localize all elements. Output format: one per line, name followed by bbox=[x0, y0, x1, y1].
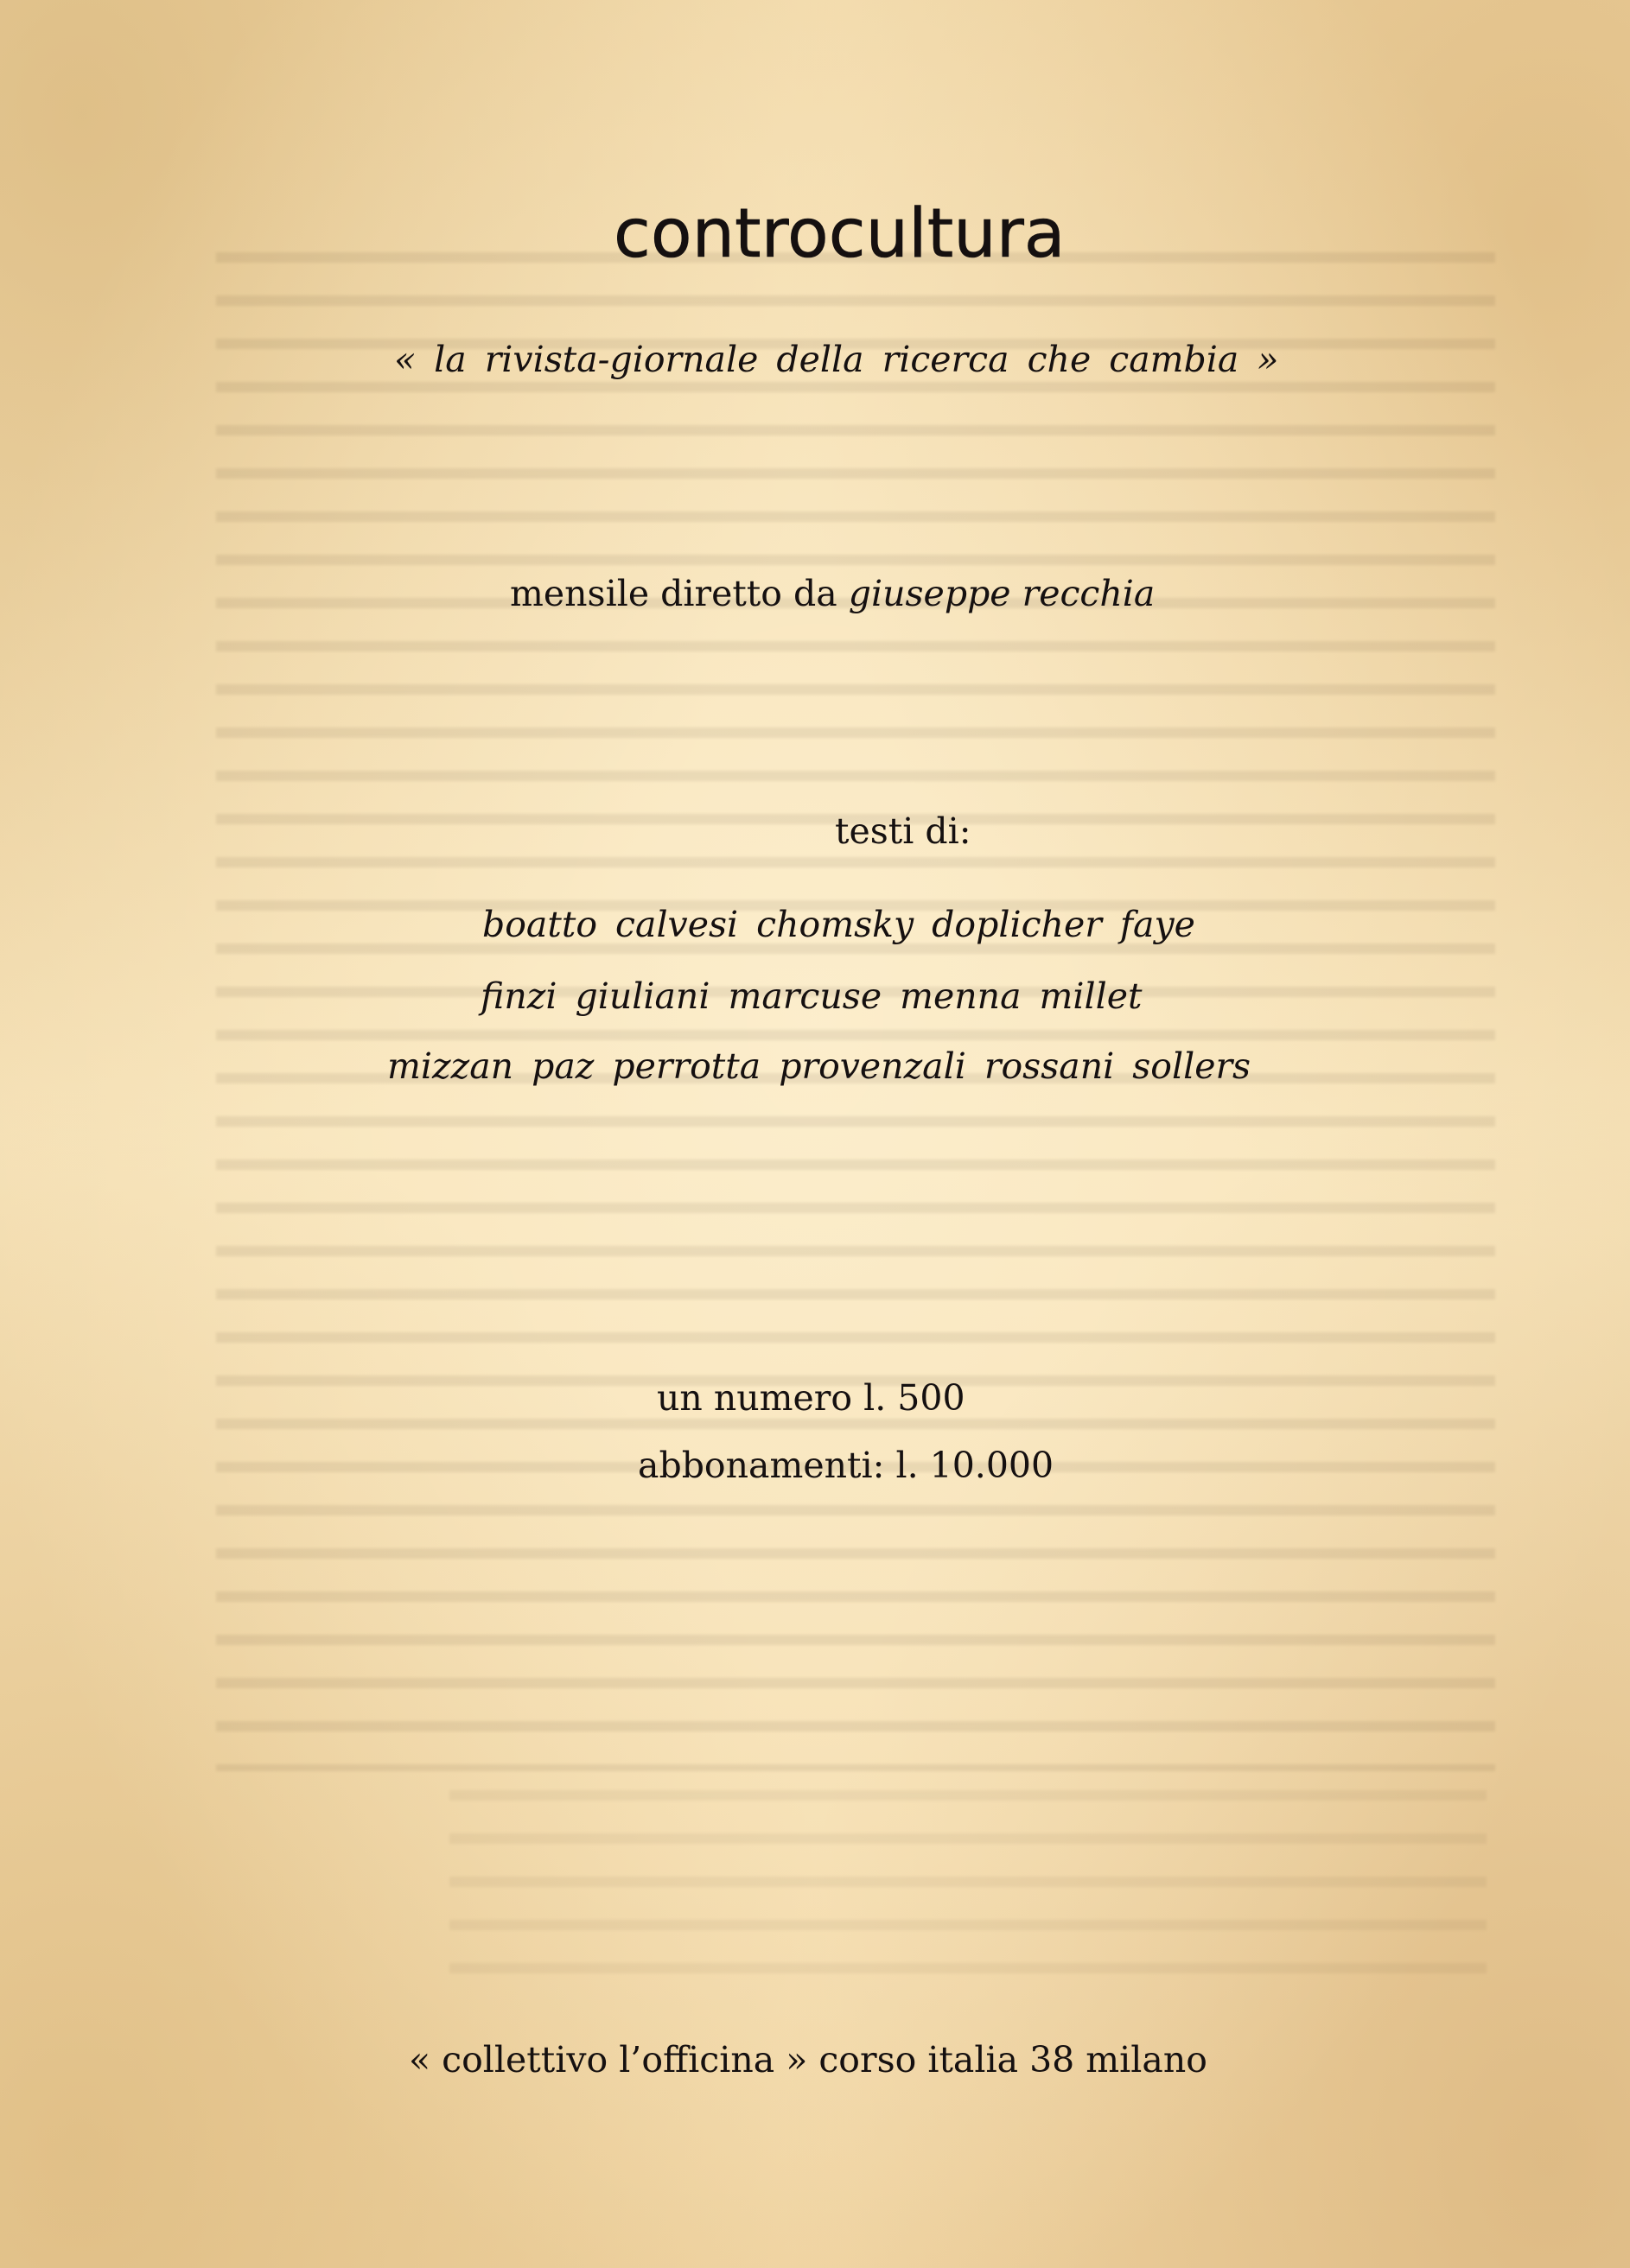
magazine-title: controcultura bbox=[614, 195, 1066, 273]
authors-line-2: finzi giuliani marcuse menna millet bbox=[481, 975, 1143, 1017]
director-name: giuseppe recchia bbox=[848, 573, 1156, 614]
authors-line-1: boatto calvesi chomsky doplicher faye bbox=[482, 904, 1195, 945]
bleed-through-texture-lower bbox=[449, 1771, 1487, 1996]
magazine-subtitle bbox=[394, 339, 1279, 380]
authors-line-3: mizzan paz perrotta provenzali rossani sollers bbox=[387, 1045, 1251, 1087]
director-line bbox=[510, 573, 1156, 614]
publisher-address: « collettivo l’officina » corso italia 38 milano bbox=[409, 2039, 1207, 2081]
price-issue: un numero l. 500 bbox=[657, 1377, 965, 1419]
director-prefix: mensile diretto da bbox=[510, 573, 837, 614]
subtitle-text: « la rivista-giornale della ricerca che cambia » bbox=[394, 339, 1279, 380]
texts-label: testi di: bbox=[835, 810, 971, 852]
price-subscription: abbonamenti: l. 10.000 bbox=[638, 1445, 1054, 1486]
